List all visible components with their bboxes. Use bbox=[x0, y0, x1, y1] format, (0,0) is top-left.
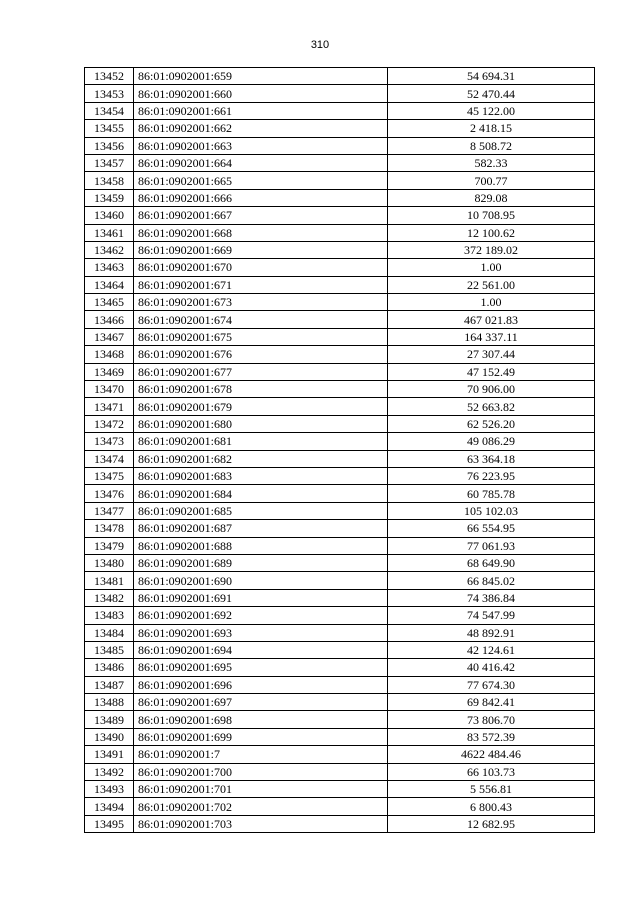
cadastral-number-cell: 86:01:0902001:674 bbox=[134, 311, 388, 328]
value-cell: 77 061.93 bbox=[388, 537, 595, 554]
row-number-cell: 13467 bbox=[85, 328, 134, 345]
row-number-cell: 13473 bbox=[85, 433, 134, 450]
value-cell: 700.77 bbox=[388, 172, 595, 189]
table-row bbox=[85, 241, 595, 258]
table-row bbox=[85, 85, 595, 102]
row-number-cell: 13490 bbox=[85, 728, 134, 745]
row-number-cell: 13492 bbox=[85, 763, 134, 780]
value-cell: 74 547.99 bbox=[388, 607, 595, 624]
value-cell: 63 364.18 bbox=[388, 450, 595, 467]
row-number-cell: 13457 bbox=[85, 154, 134, 171]
row-number-cell: 13472 bbox=[85, 415, 134, 432]
table-row bbox=[85, 398, 595, 415]
cadastral-number-cell: 86:01:0902001:666 bbox=[134, 189, 388, 206]
value-cell: 6 800.43 bbox=[388, 798, 595, 815]
value-cell: 8 508.72 bbox=[388, 137, 595, 154]
cadastral-number-cell: 86:01:0902001:682 bbox=[134, 450, 388, 467]
table-row bbox=[85, 311, 595, 328]
value-cell: 2 418.15 bbox=[388, 120, 595, 137]
value-cell: 372 189.02 bbox=[388, 241, 595, 258]
table-row bbox=[85, 624, 595, 641]
table-row bbox=[85, 520, 595, 537]
row-number-cell: 13488 bbox=[85, 694, 134, 711]
row-number-cell: 13482 bbox=[85, 589, 134, 606]
row-number-cell: 13462 bbox=[85, 241, 134, 258]
cadastral-number-cell: 86:01:0902001:669 bbox=[134, 241, 388, 258]
table-row bbox=[85, 450, 595, 467]
page-number: 310 bbox=[310, 39, 330, 51]
cadastral-number-cell: 86:01:0902001:7 bbox=[134, 746, 388, 763]
table-row bbox=[85, 467, 595, 484]
cadastral-number-cell: 86:01:0902001:700 bbox=[134, 763, 388, 780]
table-row bbox=[85, 415, 595, 432]
table-row bbox=[85, 294, 595, 311]
table-row bbox=[85, 346, 595, 363]
table-row bbox=[85, 328, 595, 345]
value-cell: 48 892.91 bbox=[388, 624, 595, 641]
row-number-cell: 13459 bbox=[85, 189, 134, 206]
value-cell: 829.08 bbox=[388, 189, 595, 206]
cadastral-number-cell: 86:01:0902001:670 bbox=[134, 259, 388, 276]
row-number-cell: 13478 bbox=[85, 520, 134, 537]
row-number-cell: 13453 bbox=[85, 85, 134, 102]
cadastral-number-cell: 86:01:0902001:660 bbox=[134, 85, 388, 102]
table-row bbox=[85, 502, 595, 519]
table-row bbox=[85, 154, 595, 171]
cadastral-number-cell: 86:01:0902001:701 bbox=[134, 781, 388, 798]
value-cell: 12 100.62 bbox=[388, 224, 595, 241]
row-number-cell: 13475 bbox=[85, 467, 134, 484]
value-cell: 69 842.41 bbox=[388, 694, 595, 711]
table-row bbox=[85, 537, 595, 554]
table-row bbox=[85, 798, 595, 815]
table-row bbox=[85, 102, 595, 119]
table-row bbox=[85, 485, 595, 502]
value-cell: 60 785.78 bbox=[388, 485, 595, 502]
value-cell: 77 674.30 bbox=[388, 676, 595, 693]
row-number-cell: 13493 bbox=[85, 781, 134, 798]
table-row bbox=[85, 694, 595, 711]
cadastral-number-cell: 86:01:0902001:692 bbox=[134, 607, 388, 624]
cadastral-number-cell: 86:01:0902001:668 bbox=[134, 224, 388, 241]
table-row bbox=[85, 224, 595, 241]
table-row bbox=[85, 381, 595, 398]
value-cell: 52 663.82 bbox=[388, 398, 595, 415]
value-cell: 1.00 bbox=[388, 294, 595, 311]
value-cell: 42 124.61 bbox=[388, 641, 595, 658]
value-cell: 74 386.84 bbox=[388, 589, 595, 606]
row-number-cell: 13460 bbox=[85, 207, 134, 224]
cadastral-number-cell: 86:01:0902001:662 bbox=[134, 120, 388, 137]
row-number-cell: 13454 bbox=[85, 102, 134, 119]
value-cell: 467 021.83 bbox=[388, 311, 595, 328]
row-number-cell: 13463 bbox=[85, 259, 134, 276]
cadastral-number-cell: 86:01:0902001:696 bbox=[134, 676, 388, 693]
row-number-cell: 13470 bbox=[85, 381, 134, 398]
cadastral-number-cell: 86:01:0902001:681 bbox=[134, 433, 388, 450]
row-number-cell: 13465 bbox=[85, 294, 134, 311]
row-number-cell: 13471 bbox=[85, 398, 134, 415]
table-row bbox=[85, 711, 595, 728]
row-number-cell: 13456 bbox=[85, 137, 134, 154]
cadastral-number-cell: 86:01:0902001:684 bbox=[134, 485, 388, 502]
row-number-cell: 13486 bbox=[85, 659, 134, 676]
cadastral-number-cell: 86:01:0902001:671 bbox=[134, 276, 388, 293]
row-number-cell: 13483 bbox=[85, 607, 134, 624]
value-cell: 22 561.00 bbox=[388, 276, 595, 293]
row-number-cell: 13481 bbox=[85, 572, 134, 589]
row-number-cell: 13474 bbox=[85, 450, 134, 467]
cadastral-number-cell: 86:01:0902001:679 bbox=[134, 398, 388, 415]
cadastral-number-cell: 86:01:0902001:703 bbox=[134, 815, 388, 832]
value-cell: 105 102.03 bbox=[388, 502, 595, 519]
cadastral-number-cell: 86:01:0902001:690 bbox=[134, 572, 388, 589]
cadastral-number-cell: 86:01:0902001:673 bbox=[134, 294, 388, 311]
table-row bbox=[85, 433, 595, 450]
row-number-cell: 13464 bbox=[85, 276, 134, 293]
row-number-cell: 13489 bbox=[85, 711, 134, 728]
cadastral-number-cell: 86:01:0902001:685 bbox=[134, 502, 388, 519]
table-body bbox=[85, 68, 595, 833]
cadastral-value-table bbox=[84, 67, 595, 833]
cadastral-number-cell: 86:01:0902001:689 bbox=[134, 554, 388, 571]
value-cell: 68 649.90 bbox=[388, 554, 595, 571]
row-number-cell: 13455 bbox=[85, 120, 134, 137]
value-cell: 1.00 bbox=[388, 259, 595, 276]
row-number-cell: 13491 bbox=[85, 746, 134, 763]
table-row bbox=[85, 763, 595, 780]
cadastral-number-cell: 86:01:0902001:687 bbox=[134, 520, 388, 537]
cadastral-number-cell: 86:01:0902001:661 bbox=[134, 102, 388, 119]
cadastral-number-cell: 86:01:0902001:693 bbox=[134, 624, 388, 641]
row-number-cell: 13461 bbox=[85, 224, 134, 241]
cadastral-number-cell: 86:01:0902001:688 bbox=[134, 537, 388, 554]
cadastral-number-cell: 86:01:0902001:699 bbox=[134, 728, 388, 745]
cadastral-number-cell: 86:01:0902001:702 bbox=[134, 798, 388, 815]
table-row bbox=[85, 641, 595, 658]
row-number-cell: 13485 bbox=[85, 641, 134, 658]
table-row bbox=[85, 68, 595, 85]
row-number-cell: 13468 bbox=[85, 346, 134, 363]
cadastral-number-cell: 86:01:0902001:677 bbox=[134, 363, 388, 380]
value-cell: 582.33 bbox=[388, 154, 595, 171]
value-cell: 5 556.81 bbox=[388, 781, 595, 798]
table-row bbox=[85, 746, 595, 763]
row-number-cell: 13480 bbox=[85, 554, 134, 571]
cadastral-number-cell: 86:01:0902001:697 bbox=[134, 694, 388, 711]
cadastral-number-cell: 86:01:0902001:675 bbox=[134, 328, 388, 345]
table-row bbox=[85, 189, 595, 206]
cadastral-number-cell: 86:01:0902001:680 bbox=[134, 415, 388, 432]
value-cell: 10 708.95 bbox=[388, 207, 595, 224]
table-row bbox=[85, 815, 595, 832]
table-row bbox=[85, 728, 595, 745]
value-cell: 62 526.20 bbox=[388, 415, 595, 432]
row-number-cell: 13487 bbox=[85, 676, 134, 693]
value-cell: 164 337.11 bbox=[388, 328, 595, 345]
row-number-cell: 13458 bbox=[85, 172, 134, 189]
cadastral-number-cell: 86:01:0902001:678 bbox=[134, 381, 388, 398]
cadastral-number-cell: 86:01:0902001:659 bbox=[134, 68, 388, 85]
table-row bbox=[85, 554, 595, 571]
value-cell: 70 906.00 bbox=[388, 381, 595, 398]
table-row bbox=[85, 781, 595, 798]
value-cell: 54 694.31 bbox=[388, 68, 595, 85]
cadastral-number-cell: 86:01:0902001:663 bbox=[134, 137, 388, 154]
table-row bbox=[85, 120, 595, 137]
cadastral-number-cell: 86:01:0902001:676 bbox=[134, 346, 388, 363]
value-cell: 76 223.95 bbox=[388, 467, 595, 484]
table-row bbox=[85, 259, 595, 276]
value-cell: 52 470.44 bbox=[388, 85, 595, 102]
value-cell: 27 307.44 bbox=[388, 346, 595, 363]
row-number-cell: 13494 bbox=[85, 798, 134, 815]
value-cell: 49 086.29 bbox=[388, 433, 595, 450]
value-cell: 4622 484.46 bbox=[388, 746, 595, 763]
cadastral-number-cell: 86:01:0902001:698 bbox=[134, 711, 388, 728]
table-row bbox=[85, 172, 595, 189]
row-number-cell: 13479 bbox=[85, 537, 134, 554]
table-row bbox=[85, 207, 595, 224]
row-number-cell: 13452 bbox=[85, 68, 134, 85]
value-cell: 66 845.02 bbox=[388, 572, 595, 589]
row-number-cell: 13476 bbox=[85, 485, 134, 502]
cadastral-number-cell: 86:01:0902001:694 bbox=[134, 641, 388, 658]
table-row bbox=[85, 572, 595, 589]
row-number-cell: 13495 bbox=[85, 815, 134, 832]
table-row bbox=[85, 589, 595, 606]
row-number-cell: 13466 bbox=[85, 311, 134, 328]
value-cell: 45 122.00 bbox=[388, 102, 595, 119]
table-row bbox=[85, 607, 595, 624]
row-number-cell: 13469 bbox=[85, 363, 134, 380]
cadastral-number-cell: 86:01:0902001:667 bbox=[134, 207, 388, 224]
cadastral-number-cell: 86:01:0902001:691 bbox=[134, 589, 388, 606]
row-number-cell: 13477 bbox=[85, 502, 134, 519]
value-cell: 83 572.39 bbox=[388, 728, 595, 745]
value-cell: 73 806.70 bbox=[388, 711, 595, 728]
value-cell: 40 416.42 bbox=[388, 659, 595, 676]
table-row bbox=[85, 276, 595, 293]
value-cell: 66 554.95 bbox=[388, 520, 595, 537]
value-cell: 47 152.49 bbox=[388, 363, 595, 380]
cadastral-number-cell: 86:01:0902001:683 bbox=[134, 467, 388, 484]
table-row bbox=[85, 659, 595, 676]
table-row bbox=[85, 363, 595, 380]
table-row bbox=[85, 137, 595, 154]
row-number-cell: 13484 bbox=[85, 624, 134, 641]
table-row bbox=[85, 676, 595, 693]
cadastral-number-cell: 86:01:0902001:664 bbox=[134, 154, 388, 171]
value-cell: 66 103.73 bbox=[388, 763, 595, 780]
cadastral-number-cell: 86:01:0902001:695 bbox=[134, 659, 388, 676]
value-cell: 12 682.95 bbox=[388, 815, 595, 832]
cadastral-number-cell: 86:01:0902001:665 bbox=[134, 172, 388, 189]
